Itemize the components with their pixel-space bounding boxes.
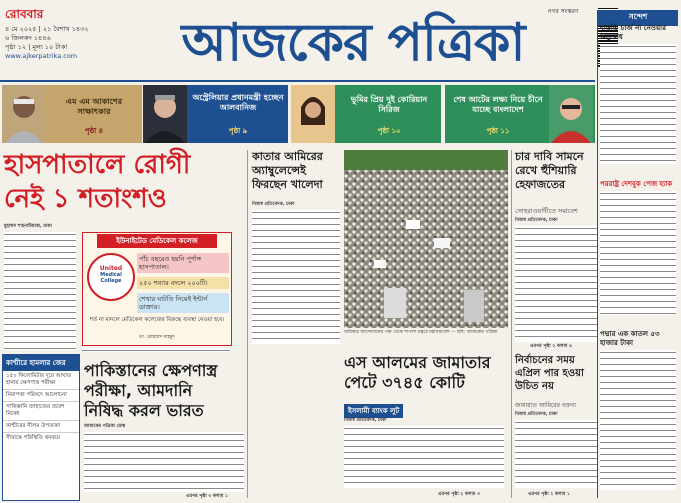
kashmir-item: কাশ্মীরের নীলম উপত্যকা [3, 421, 79, 433]
khaleda-byline: নিজস্ব প্রতিবেদক, ঢাকা [252, 202, 295, 207]
weekday: রোববার [5, 7, 44, 21]
election-sub: জামায়াত আমিরের বক্তব্য [515, 402, 577, 409]
kashmir-item: পাকিস্তানি জাহাজের প্রবেশ নিষেধ [3, 402, 79, 421]
election-body [515, 420, 597, 488]
sidebar-item-2[interactable] [600, 180, 676, 315]
masthead-rule [0, 80, 595, 82]
teaser-page: পৃষ্ঠা ১০ [377, 127, 401, 135]
sidebar-item-title: পররাষ্ট্র দেশবুক পেজ হ্যাক [600, 180, 673, 188]
medical-college-box [82, 232, 232, 346]
lead-headline-line1[interactable]: হাসপাতালে রোগী [4, 150, 191, 180]
teaser-headline: এম এম আকাশের সাক্ষাৎকার [65, 97, 123, 116]
portrait-image [291, 85, 335, 143]
salam-headline-line2[interactable]: পেটে ৩৭৪৫ কোটি [344, 373, 465, 392]
box-quote-source: ডা. মোহাম্মদ মাহমুদ [139, 335, 175, 340]
salam-continued[interactable]: এরপর পৃষ্ঠা ২ কলাম ৩ [438, 492, 480, 497]
column-rule [511, 150, 512, 498]
college-logo: United Medical College [87, 253, 135, 301]
teaser-page: পৃষ্ঠা ১১ [486, 127, 510, 135]
sidebar-item-title: পদ্মার এক কাতল ৫৩ হাজার টাকা [600, 330, 660, 347]
rally-photo [344, 150, 508, 328]
sidebar-item-3[interactable] [600, 330, 676, 490]
kashmir-item: ১৫০ কিলোমিটার দূরে আঘাত হানার ক্ষেপণাস্ত্র পরীক্ষা [3, 371, 79, 390]
teaser-football[interactable] [445, 85, 595, 143]
hefazat-headline[interactable]: চার দাবি সামনে রেখে হুঁশিয়ারি হেফাজতের [515, 150, 584, 191]
box-header: ইউনাইটেড মেডিকেল কলেজ [97, 234, 217, 248]
newspaper-title: আজকের পত্রিকা [181, 12, 525, 73]
teaser-akash[interactable] [2, 85, 142, 143]
salam-body [344, 426, 504, 488]
pakistan-headline-line1[interactable]: পাকিস্তানের ক্ষেপণাস্ত্র [84, 361, 218, 380]
teaser-headline: অস্ট্রেলিয়ার প্রধানমন্ত্রী হচ্ছেন আলবানিজ [192, 93, 284, 112]
salam-tag: ইসলামী ব্যাংক লুট [344, 404, 403, 418]
hefazat-byline: নিজস্ব প্রতিবেদক, ঢাকা [515, 218, 558, 223]
khaleda-headline[interactable]: কাতার আমিরের অ্যাম্বুলেন্সেই ফিরছেন খালেদা [252, 150, 323, 191]
kashmir-box [2, 354, 80, 501]
pakistan-byline: আজকের পত্রিকা ডেস্ক [84, 424, 126, 429]
kashmir-item: নিরাপত্তা পরিষদে আলোচনা [3, 390, 79, 402]
election-byline: নিজস্ব প্রতিবেদক, ঢাকা [515, 412, 558, 417]
pakistan-body [84, 432, 244, 492]
kashmir-item: সীমান্তে পরিস্থিতি থমথমে [6, 435, 61, 441]
sidebar-item-body [600, 44, 676, 164]
lead-body-col2 [82, 348, 230, 352]
pakistan-headline-line3[interactable]: নিষিদ্ধ করল ভারত [84, 401, 204, 420]
lead-headline-line2[interactable]: নেই ১ শতাংশও [4, 184, 167, 214]
hefazat-continued[interactable]: এরপর পৃষ্ঠা ২ কলাম ৪ [530, 344, 572, 349]
sidebar-rule [597, 10, 598, 498]
salam-byline: নিজস্ব প্রতিবেদক, ঢাকা [344, 418, 387, 423]
kashmir-box-title: কাশ্মীরে হামলার জের [3, 355, 79, 371]
box-point-2: ২৫০ শয্যার বদলে ২০০টি। [137, 277, 229, 289]
teaser-page: পৃষ্ঠা ৯ [228, 127, 248, 135]
teaser-headline: ভূমির প্রিয় দুই কোরিয়ান সিরিজ [350, 95, 428, 114]
sidebar-item-1[interactable] [600, 24, 676, 164]
website-link[interactable]: www.ajkerpatrika.com [5, 52, 78, 60]
box-quote: শর্ত না মানলে মেডিকেল কলেজের বিরুদ্ধে ব্যবস্থা নেওয়া হবে। [89, 317, 225, 323]
date-line: ৪ মে ২০২৫ | ২১ বৈশাখ ১৪৩২ [5, 25, 89, 33]
box-point-1: পাঁচ বছরেও হয়নি পূর্ণাঙ্গ হাসপাতাল। [137, 253, 229, 273]
pakistan-continued[interactable]: এরপর পৃষ্ঠা ৩ কলাম ১ [186, 494, 228, 499]
pages-price: পৃষ্ঠা ১২ | মূল্য ১০ টাকা [5, 43, 68, 51]
pakistan-headline-line2[interactable]: পরীক্ষা, আমদানি [84, 381, 193, 400]
masthead [0, 0, 681, 80]
lead-body-col1 [4, 232, 76, 350]
khaleda-body [252, 210, 340, 344]
box-point-3: শেখার ঘাটতি নিয়েই ইন্টার্ন ডাক্তার। [137, 293, 229, 313]
salam-headline-line1[interactable]: এস আলমের জামাতার [344, 353, 491, 372]
edition-label: নগর সংস্করণ [548, 8, 579, 15]
portrait-image [143, 85, 187, 143]
sidebar-item-body [600, 191, 676, 315]
teaser-headline: শেষ আটের লক্ষ্য নিয়ে চীনে যাচ্ছে বাংলাদেশ [453, 95, 543, 114]
teaser-albanese[interactable] [143, 85, 288, 143]
sidebar-item-title: বাড়তি চার্জ না নেওয়ার অনুরোধ [600, 24, 666, 41]
teaser-page: পৃষ্ঠা ৪ [84, 127, 104, 135]
lead-byline: মুহাম্মদ শাহনাউয়াজ, ঢাকা [4, 224, 52, 229]
portrait-image [2, 85, 46, 143]
portrait-image [549, 85, 593, 143]
hijri-date: ৬ জিলকদ ১৪৪৬ [5, 34, 51, 42]
photo-caption: অধিকার আন্দোলনের পক্ষ থেকে শাপলা চত্বরে মহাসমাবেশ — ছবি: আজকের পত্রিকা [344, 330, 498, 335]
sidebar-item-body [600, 350, 676, 490]
hefazat-body [515, 226, 597, 342]
teaser-korean[interactable] [291, 85, 441, 143]
sidebar-header: সন্দেশ [598, 10, 678, 26]
column-rule [247, 150, 248, 498]
hefazat-sub: সোহরাওয়ার্দীতে সমাবেশ [515, 207, 578, 215]
election-continued[interactable]: এরপর পৃষ্ঠা ২ কলাম ১ [528, 492, 570, 497]
election-headline[interactable]: নির্বাচনের সময় এপ্রিল পার হওয়া উচিত নয় [515, 355, 584, 392]
